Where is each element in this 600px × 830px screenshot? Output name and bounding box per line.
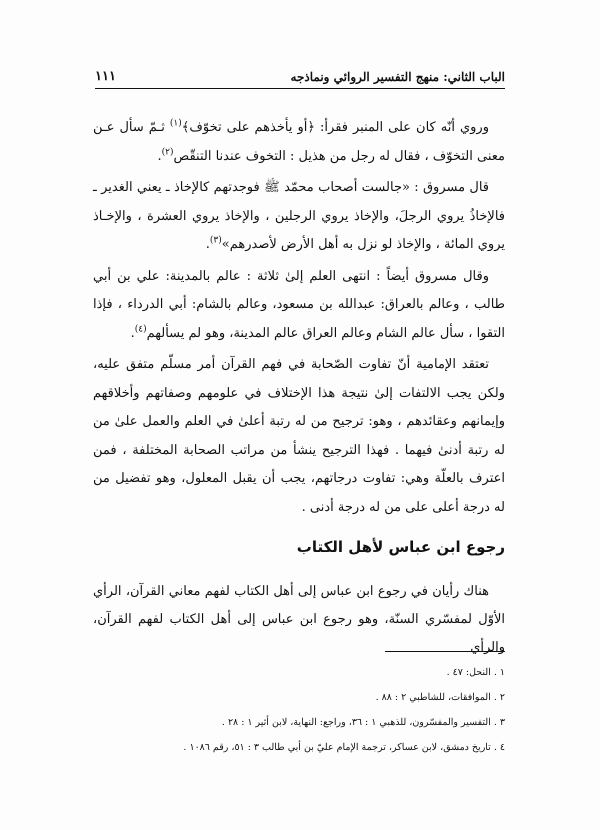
footnote-ref: (٤): [134, 324, 147, 335]
footnote-divider: [385, 651, 505, 652]
paragraph: قال مسروق : «جالست أصحاب محمّد ﷺ فوجدتهم كالإخاذ ـ يعني الغدير ـ فالإخاذُ يروي الرجلَ، والإخاذ يروي الرجلين ، والإخاذ يروي العشرة ، والإخـاذ يروي المائة ، والإخاذ لو نزل به أهل الأرض لأصدرهم»$^{(٣)}$.: [93, 180, 505, 252]
footnote: ١ . النحل: ٤٧ .: [446, 667, 505, 678]
footnote: ٣ . التفسير والمفسّرون، للذهبي ١ : ٣٦، وراجع: النهاية، لابن أثير ١ : ٢٨ .: [221, 717, 505, 728]
paragraph: وقال مسروق أيضاً : انتهى العلم إلىٰ ثلاثة : عالم بالمدينة: علي بن أبي طالب ، وعالم بالعراق: عبدالله بن مسعود، وعالم بالشام: أبي الدرداء ، فإذا التقوا ، سأل عالم الشام وعالم العراق عالم المدينة، وهو لم يسألهم$^{(٤)}$.: [93, 268, 505, 341]
page-number: ١١١: [95, 69, 116, 84]
section-text: [93, 578, 505, 662]
running-header: [95, 62, 505, 84]
footnote: ٤ . تاريخ دمشق، لابن عساكر، ترجمة الإمام عليّ بن أبي طالب ٣ : ٥١، رقم ١٠٨٦ .: [183, 742, 505, 753]
footnote-ref: (٢): [161, 147, 174, 158]
footnote-ref: (٣): [209, 235, 222, 246]
footnotes: [95, 660, 505, 760]
footnote: ٢ . الموافقات، للشاطبي ٢ : ٨٨ .: [375, 692, 505, 703]
paragraph: تعتقد الإمامية أنّ تفاوت الصّحابة في فهم القرآن أمر مسلّم متفق عليه، ولكن يجب الالتفات إلىٰ نتيجة هذا الإختلاف في علومهم وصفاتهم وأخلاقهم وإيمانهم وعقائدهم ، وهو: ترجيح من له رتبة أعلىٰ في العلم والعمل علىٰ من له رتبة أدنىٰ فيهما . فهذا الترجيح ينشأ من مراتب الصحابة المختلفة ، فمن اعترف بالعلّة وهي: تفاوت درجاتهم، يجب أن يقبل المعلول، وهو تفضيل من له درجة أعلى على من له درجة أدنى .: [93, 357, 505, 515]
main-text: [93, 114, 505, 525]
header-divider: [95, 88, 505, 89]
section-heading: رجوع ابن عباس لأهل الكتاب: [296, 538, 505, 556]
paragraph: هناك رأيان في رجوع ابن عباس إلى أهل الكتاب لفهم معاني القرآن، الرأي الأوّل لمفسّري السنّة، وهو رجوع ابن عباس إلى أهل الكتاب لفهم القرآن، والرأي: [93, 584, 505, 655]
chapter-title: الباب الثاني: منهج التفسير الروائي ونماذجه: [290, 70, 505, 84]
paragraph: وروي أنّه كان على المنبر فقرأ: ﴿أو يأخذهم على تخوّف﴾$^{(١)}$ ثـمّ سأل عـن معنى التخوّف ، فقال له رجل من هذيل : التخوف عندنا التنقّص$^{(٢)}$.: [93, 118, 505, 164]
footnote-ref: (١): [169, 118, 182, 129]
